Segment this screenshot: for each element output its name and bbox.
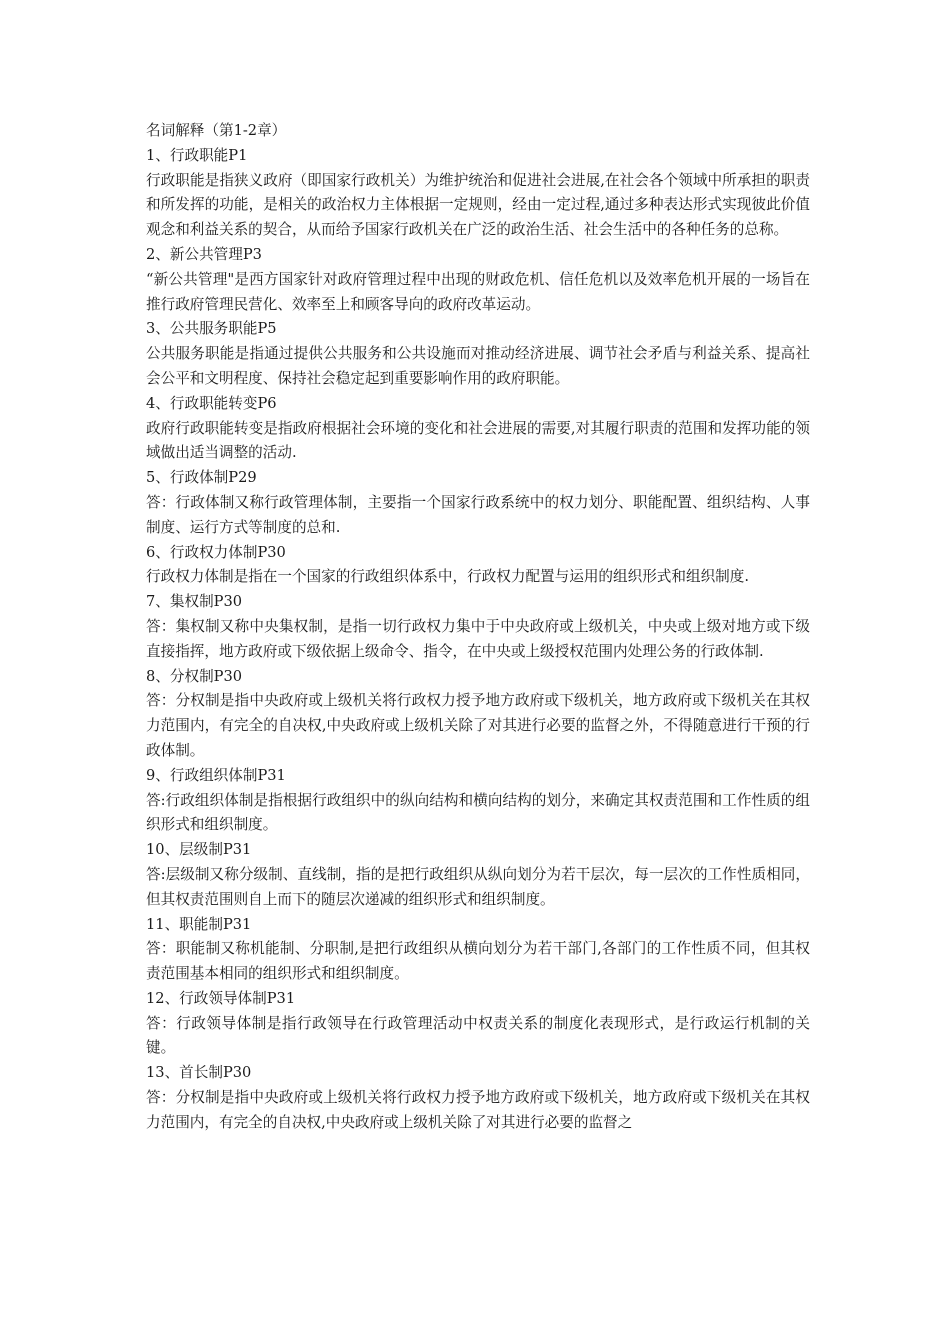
entry-heading: 13、首长制P30 [146, 1064, 252, 1082]
entry-body: 答:层级制又称分级制、直线制，指的是把行政组织从纵向划分为若干层次，每一层次的工作性质相同，但其权责范围则自上而下的随层次递减的组织形式和组织制度。 [146, 865, 810, 908]
entry-heading: 6、行政权力体制P30 [146, 543, 286, 561]
document-page [146, 119, 810, 1136]
entry-heading: 8、分权制P30 [146, 667, 243, 685]
entry-heading: 11、职能制P31 [146, 915, 252, 933]
entry-heading: 3、公共服务职能P5 [146, 320, 277, 338]
entry-body: 公共服务职能是指通过提供公共服务和公共设施而对推动经济进展、调节社会矛盾与利益关系、提高社会公平和文明程度、保持社会稳定起到重要影响作用的政府职能。 [146, 345, 810, 387]
doc-title: 名词解释（第1-2章） [146, 122, 287, 139]
entry-body: 答：分权制是指中央政府或上级机关将行政权力授予地方政府或下级机关，地方政府或下级机关在其权力范围内，有完全的自决权,中央政府或上级机关除了对其进行必要的监督之 [146, 1089, 810, 1131]
entry-heading: 10、层级制P31 [146, 841, 252, 859]
entry-body: “新公共管理"是西方国家针对政府管理过程中出现的财政危机、信任危机以及效率危机开展的一场旨在推行政府管理民营化、效率至上和顾客导向的政府改革运动。 [146, 270, 810, 313]
entry-heading: 12、行政领导体制P31 [146, 989, 296, 1007]
entry-heading: 9、行政组织体制P31 [146, 766, 286, 784]
entry-heading: 2、新公共管理P3 [146, 245, 262, 263]
entry-heading: 4、行政职能转变P6 [146, 394, 277, 412]
entry-body: 答：分权制是指中央政府或上级机关将行政权力授予地方政府或下级机关，地方政府或下级机关在其权力范围内，有完全的自决权,中央政府或上级机关除了对其进行必要的监督之外，不得随意进行干预的行政体制。 [146, 692, 810, 759]
entry-heading: 1、行政职能P1 [146, 146, 248, 164]
entry-body: 答:行政组织体制是指根据行政组织中的纵向结构和横向结构的划分，来确定其权责范围和工作性质的组织形式和组织制度。 [146, 791, 810, 834]
entry-body: 政府行政职能转变是指政府根据社会环境的变化和社会进展的需要,对其履行职责的范围和发挥功能的领域做出适当调整的活动. [146, 419, 810, 462]
entry-body: 答：行政领导体制是指行政领导在行政管理活动中权责关系的制度化表现形式，是行政运行机制的关键。 [146, 1014, 810, 1057]
entry-heading: 7、集权制P30 [146, 593, 243, 611]
entry-body: 行政职能是指狭义政府（即国家行政机关）为维护统治和促进社会进展,在社会各个领域中所承担的职责和所发挥的功能，是相关的政治权力主体根据一定规则，经由一定过程,通过多种表达形式实现彼此价值观念和利益关系的契合，从而给予国家行政机关在广泛的政治生活、社会生活中的各种任务的总称。 [146, 171, 810, 239]
entry-body: 行政权力体制是指在一个国家的行政组织体系中，行政权力配置与运用的组织形式和组织制度. [146, 568, 749, 586]
entry-body: 答：职能制又称机能制、分职制,是把行政组织从横向划分为若干部门,各部门的工作性质不同，但其权责范围基本相同的组织形式和组织制度。 [146, 940, 810, 983]
entry-heading: 5、行政体制P29 [146, 469, 257, 487]
entry-body: 答：行政体制又称行政管理体制，主要指一个国家行政系统中的权力划分、职能配置、组织结构、人事制度、运行方式等制度的总和. [146, 493, 810, 536]
entry-body: 答：集权制又称中央集权制，是指一切行政权力集中于中央政府或上级机关，中央或上级对地方或下级直接指挥，地方政府或下级依据上级命令、指令，在中央或上级授权范围内处理公务的行政体制. [146, 617, 810, 660]
